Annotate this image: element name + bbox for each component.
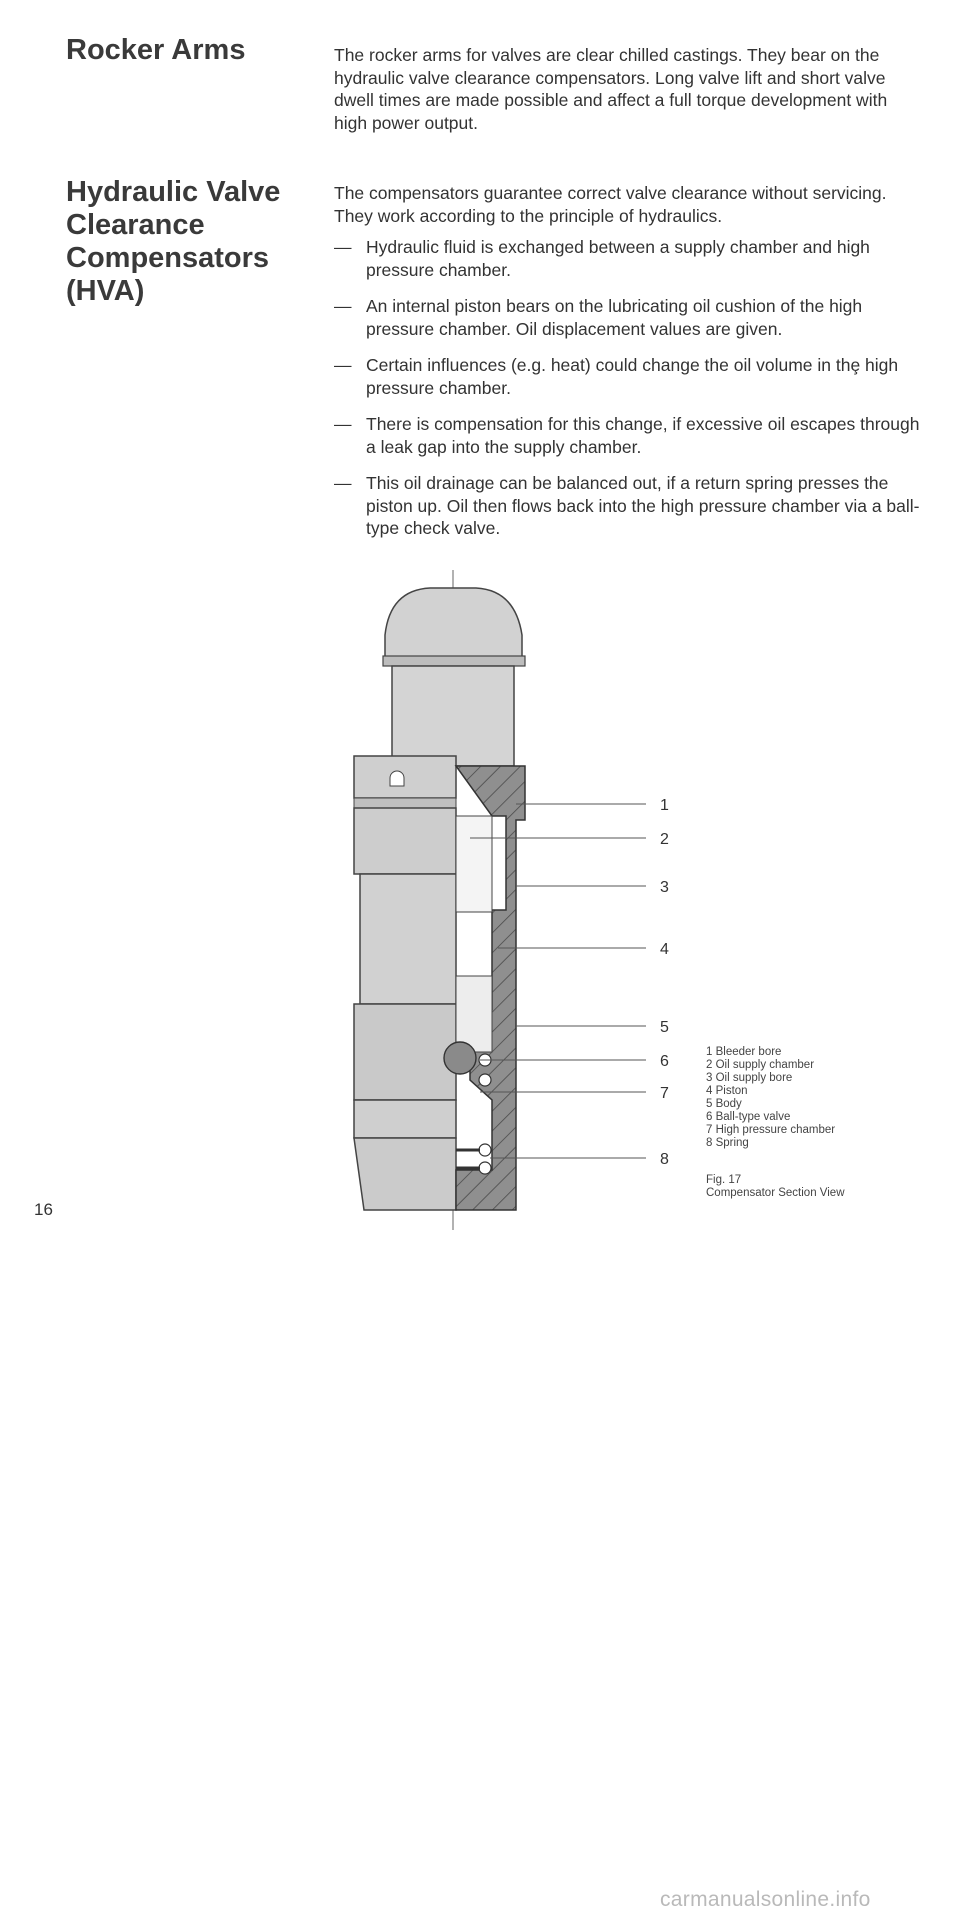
body-taper xyxy=(354,1138,456,1210)
callout-number: 6 xyxy=(660,1053,669,1070)
ball-valve-ball xyxy=(444,1042,476,1074)
body-middle xyxy=(360,874,456,1004)
legend-item: 6 Ball-type valve xyxy=(706,1111,791,1123)
legend-item: 3 Oil supply bore xyxy=(706,1072,793,1084)
legend-item: 7 High pressure chamber xyxy=(706,1124,836,1136)
hva-intro-paragraph: The compensators guarantee correct valve clearance without servicing. They work according to the principle of hydraulics. xyxy=(334,183,887,226)
list-item-text: This oil drainage can be balanced out, if a return spring presses the piston up. Oil then flows back into the high pressure chamber via a ball-type check valve. xyxy=(366,473,920,538)
return-spring-coil xyxy=(479,1144,491,1156)
list-item xyxy=(334,413,920,458)
list-item xyxy=(334,236,920,281)
section-title-rocker-arms: Rocker Arms xyxy=(66,34,246,66)
list-item-text: An internal piston bears on the lubricating oil cushion of the high pressure chamber. Oil displacement values are given. xyxy=(366,296,863,339)
dash-marker: — xyxy=(334,237,352,257)
legend-item: 5 Body xyxy=(706,1098,742,1110)
page-number: 16 xyxy=(34,1200,53,1219)
body-upper xyxy=(354,808,456,874)
callout-number: 8 xyxy=(660,1151,669,1168)
plunger-stem xyxy=(392,666,514,766)
callout-number: 1 xyxy=(660,797,669,814)
figure-number: Fig. 17 xyxy=(706,1174,742,1186)
watermark: carmanualsonline.info xyxy=(660,1888,871,1911)
body-flange xyxy=(354,756,456,798)
figure-title: Compensator Section View xyxy=(706,1187,845,1199)
callout-number: 5 xyxy=(660,1019,669,1036)
dash-marker: — xyxy=(334,414,352,434)
callout-number: 3 xyxy=(660,879,669,896)
plunger-collar xyxy=(383,656,525,666)
figure-legend xyxy=(706,1046,835,1150)
list-item xyxy=(334,472,920,540)
high-pressure-chamber xyxy=(456,976,492,1052)
body-base xyxy=(354,1100,456,1138)
legend-item: 1 Bleeder bore xyxy=(706,1046,782,1058)
body-lower xyxy=(354,1004,456,1100)
legend-item: 4 Piston xyxy=(706,1085,748,1097)
callout-number: 2 xyxy=(660,831,669,848)
hva-bullet-list xyxy=(334,236,920,554)
list-item-text: Certain influences (e.g. heat) could change the oil volume in thȩ high pressure chamber. xyxy=(366,355,899,398)
legend-item: 2 Oil supply chamber xyxy=(706,1059,815,1071)
bleeder-bore-hole xyxy=(390,771,404,786)
list-item-text: Hydraulic fluid is exchanged between a supply chamber and high pressure chamber. xyxy=(366,237,870,280)
rocker-arms-paragraph: The rocker arms for valves are clear chilled castings. They bear on the hydraulic valve clearance compensators. Long valve lift and short valve dwell times are made possible and affect a full torque development with high power output. xyxy=(334,45,888,133)
figure-caption xyxy=(706,1174,845,1200)
compensator-section-diagram xyxy=(320,570,700,1230)
dash-marker: — xyxy=(334,296,352,316)
list-item-text: There is compensation for this change, if excessive oil escapes through a leak gap into the supply chamber. xyxy=(366,414,920,457)
return-spring-coil xyxy=(479,1162,491,1174)
valve-spring-coil xyxy=(479,1074,491,1086)
dash-marker: — xyxy=(334,473,352,493)
list-item xyxy=(334,295,920,340)
section-title-hva: Hydraulic Valve Clearance Compensators (HVA) xyxy=(66,176,281,307)
oil-supply-chamber xyxy=(456,816,492,912)
legend-item: 8 Spring xyxy=(706,1137,749,1149)
dash-marker: — xyxy=(334,355,352,375)
callout-number: 7 xyxy=(660,1085,669,1102)
callout-number: 4 xyxy=(660,941,669,958)
plunger-dome xyxy=(385,588,522,658)
body-ring xyxy=(354,798,456,808)
list-item xyxy=(334,354,920,399)
